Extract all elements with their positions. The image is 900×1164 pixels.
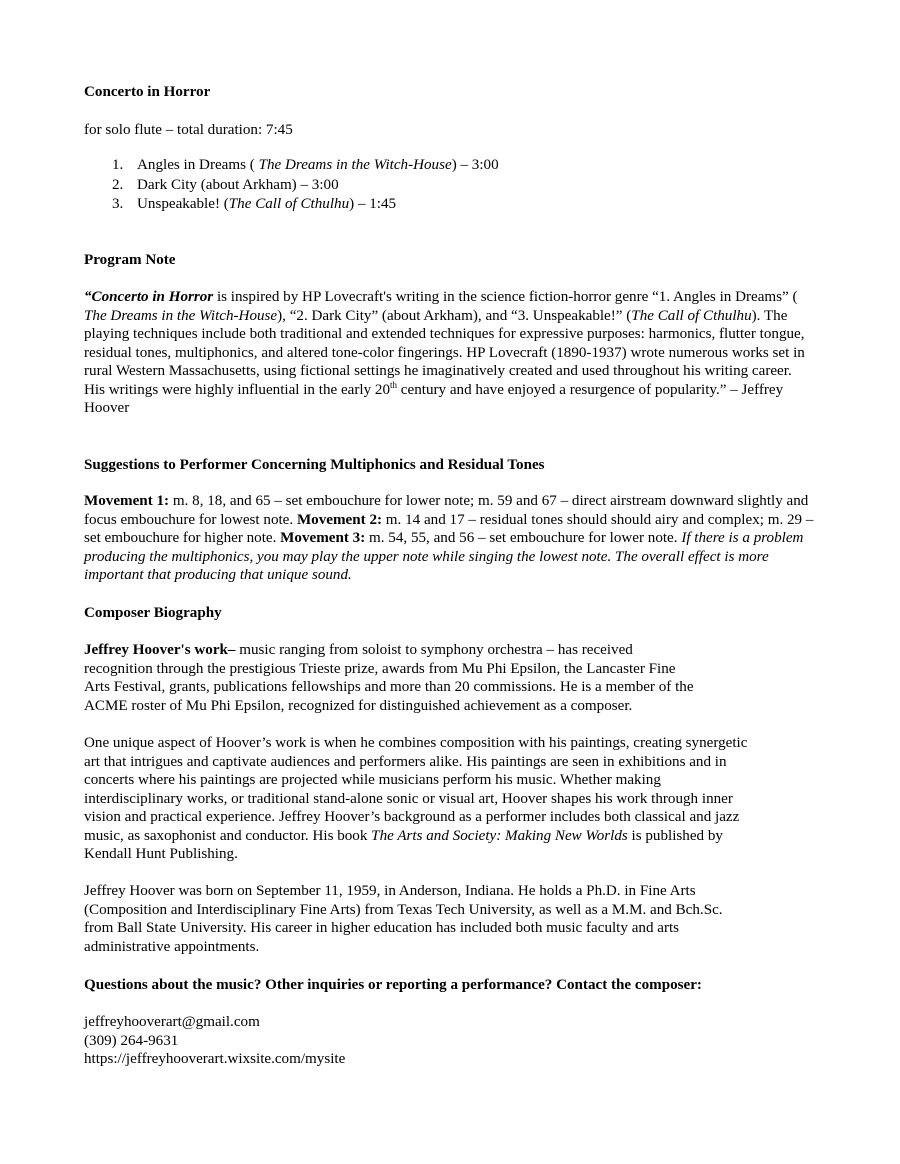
biography-paragraph-1: Jeffrey Hoover's work– music ranging from soloist to symphony orchestra – has received recognition through the prestigious Trieste prize, awards from Mu Phi Epsilon, the Lancaster Fine Arts Festival, grants, publications fellowships and more than 20 commissions. He is a member of the ACME roster of Mu Phi Epsilon, recognized for distinguished achievement as a composer. xyxy=(84,642,694,714)
contact-email[interactable]: jeffreyhooverart@gmail.com xyxy=(84,1014,260,1030)
biography-paragraph-2: One unique aspect of Hoover’s work is when he combines composition with his paintings, creating synergetic art that intrigues and captivate audiences and performers alike. His paintings are seen in exhibitions and in concerts where his paintings are projected while musicians perform his music. Whether making interdisciplinary works, or traditional stand-alone sonic or visual art, Hoover shapes his work through inner vision and practical experience. Jeffrey Hoover’s background as a performer includes both classical and jazz music, as saxophonist and conductor. His book The Arts and Society: Making New Worlds is published by Kendall Hunt Publishing. xyxy=(84,735,748,862)
suggestions-paragraph: Movement 1: m. 8, 18, and 65 – set embouchure for lower note; m. 59 and 67 – direct airstream downward slightly and focus embouchure for lowest note. Movement 2: m. 14 and 17 – residual tones should should airy and complex; m. 29 – set embouchure for higher note. Movement 3: m. 54, 55, and 56 – set embouchure for lower note. If there is a problem producing the multiphonics, you may play the upper note while singing the lowest note. The overall effect is more important that producing that unique sound. xyxy=(84,493,814,583)
movement-list xyxy=(84,156,816,215)
movement-item: 3. Unspeakable! (The Call of Cthulhu) – 1:45 xyxy=(112,196,397,212)
biography-paragraph-3: Jeffrey Hoover was born on September 11, 1959, in Anderson, Indiana. He holds a Ph.D. in Fine Arts (Composition and Interdisciplinary Fine Arts) from Texas Tech University, as well as a M.M. and Bch.Sc. from Ball State University. His career in higher education has included both music faculty and arts administrative appointments. xyxy=(84,883,723,955)
contact-block xyxy=(84,1013,816,1069)
suggestions-heading: Suggestions to Performer Concerning Multiphonics and Residual Tones xyxy=(84,457,545,473)
contact-website[interactable]: https://jeffreyhooverart.wixsite.com/mysite xyxy=(84,1051,346,1067)
program-note-heading: Program Note xyxy=(84,252,176,268)
biography-heading: Composer Biography xyxy=(84,605,222,621)
contact-heading: Questions about the music? Other inquiries or reporting a performance? Contact the composer: xyxy=(84,977,702,993)
movement-item: 2. Dark City (about Arkham) – 3:00 xyxy=(112,176,339,193)
movement-item: 1. Angles in Dreams ( The Dreams in the Witch-House) – 3:00 xyxy=(112,157,499,173)
piece-title: Concerto in Horror xyxy=(84,84,211,100)
instrumentation-line: for solo flute – total duration: 7:45 xyxy=(84,122,293,138)
contact-phone: (309) 264-9631 xyxy=(84,1032,179,1049)
program-note-paragraph: “Concerto in Horror is inspired by HP Lovecraft's writing in the science fiction-horror genre “1. Angles in Dreams” ( The Dreams in the Witch-House), “2. Dark City” (about Arkham), and “3. Unspeakable!” (The Call of Cthulhu). The playing techniques include both traditional and extended techniques for expressive purposes: harmonics, flutter tongue, residual tones, multiphonics, and altered tone-color fingerings. HP Lovecraft (1890-1937) wrote numerous works set in rural Western Massachusetts, using fictional settings he imaginatively created and used throughout his writing career. His writings were highly influential in the early 20th century and have enjoyed a resurgence of popularity.” – Jeffrey Hoover xyxy=(84,289,805,416)
